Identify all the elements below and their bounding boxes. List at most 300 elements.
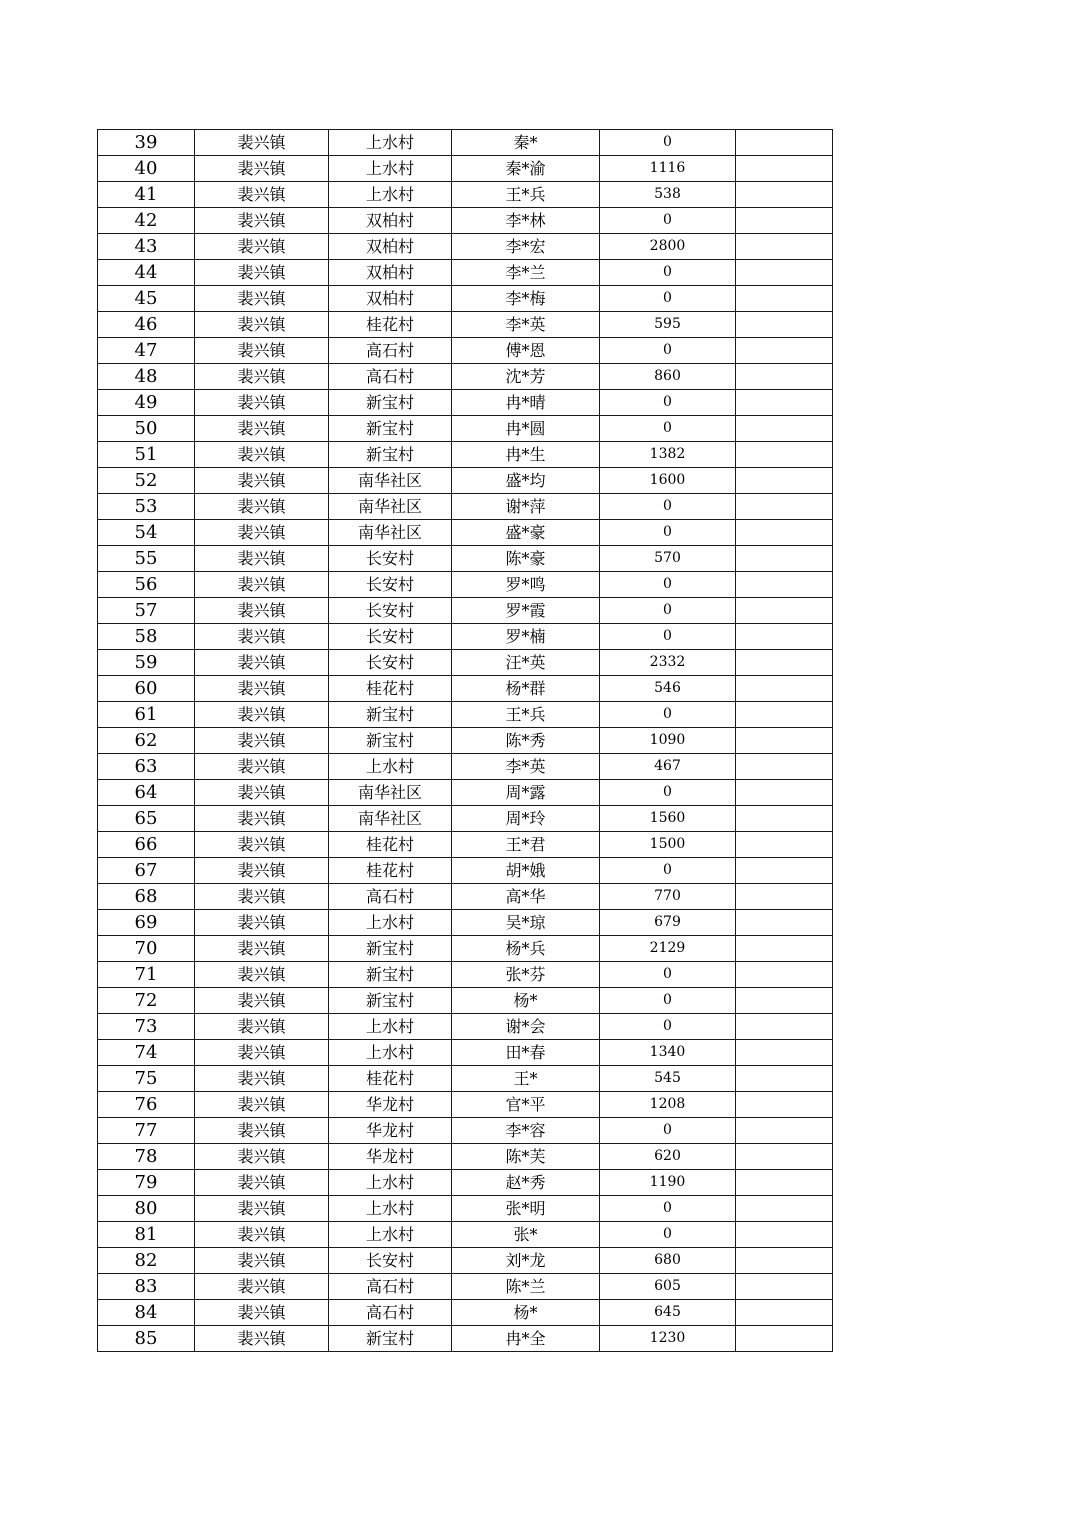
person-name-cell: 李*宏 xyxy=(452,234,600,260)
note-cell xyxy=(736,1274,833,1300)
town-cell: 裴兴镇 xyxy=(195,702,329,728)
table-row xyxy=(98,286,833,312)
note-cell xyxy=(736,650,833,676)
person-name-cell: 谢*会 xyxy=(452,1014,600,1040)
note-cell xyxy=(736,338,833,364)
amount-cell: 546 xyxy=(600,676,736,702)
note-cell xyxy=(736,988,833,1014)
amount-cell: 680 xyxy=(600,1248,736,1274)
table-row xyxy=(98,494,833,520)
row-number-cell: 67 xyxy=(98,858,195,884)
person-name-cell: 李*梅 xyxy=(452,286,600,312)
village-cell: 高石村 xyxy=(329,338,452,364)
row-number-cell: 78 xyxy=(98,1144,195,1170)
village-cell: 高石村 xyxy=(329,884,452,910)
table-row xyxy=(98,1066,833,1092)
table-row xyxy=(98,884,833,910)
row-number-cell: 77 xyxy=(98,1118,195,1144)
town-cell: 裴兴镇 xyxy=(195,884,329,910)
row-number-cell: 73 xyxy=(98,1014,195,1040)
town-cell: 裴兴镇 xyxy=(195,286,329,312)
amount-cell: 2332 xyxy=(600,650,736,676)
note-cell xyxy=(736,1222,833,1248)
row-number-cell: 60 xyxy=(98,676,195,702)
person-name-cell: 李*兰 xyxy=(452,260,600,286)
person-name-cell: 罗*楠 xyxy=(452,624,600,650)
village-cell: 新宝村 xyxy=(329,1326,452,1352)
row-number-cell: 79 xyxy=(98,1170,195,1196)
village-cell: 新宝村 xyxy=(329,416,452,442)
amount-cell: 1208 xyxy=(600,1092,736,1118)
town-cell: 裴兴镇 xyxy=(195,1014,329,1040)
table-row xyxy=(98,858,833,884)
village-cell: 上水村 xyxy=(329,182,452,208)
table-row xyxy=(98,546,833,572)
amount-cell: 2800 xyxy=(600,234,736,260)
row-number-cell: 41 xyxy=(98,182,195,208)
row-number-cell: 74 xyxy=(98,1040,195,1066)
town-cell: 裴兴镇 xyxy=(195,806,329,832)
village-cell: 上水村 xyxy=(329,130,452,156)
row-number-cell: 69 xyxy=(98,910,195,936)
row-number-cell: 80 xyxy=(98,1196,195,1222)
note-cell xyxy=(736,598,833,624)
village-cell: 上水村 xyxy=(329,1222,452,1248)
note-cell xyxy=(736,962,833,988)
amount-cell: 1116 xyxy=(600,156,736,182)
person-name-cell: 王* xyxy=(452,1066,600,1092)
row-number-cell: 62 xyxy=(98,728,195,754)
person-name-cell: 傅*恩 xyxy=(452,338,600,364)
note-cell xyxy=(736,156,833,182)
person-name-cell: 李*容 xyxy=(452,1118,600,1144)
town-cell: 裴兴镇 xyxy=(195,780,329,806)
town-cell: 裴兴镇 xyxy=(195,1248,329,1274)
town-cell: 裴兴镇 xyxy=(195,1144,329,1170)
note-cell xyxy=(736,546,833,572)
village-cell: 桂花村 xyxy=(329,858,452,884)
person-name-cell: 刘*龙 xyxy=(452,1248,600,1274)
table-row xyxy=(98,1014,833,1040)
town-cell: 裴兴镇 xyxy=(195,728,329,754)
amount-cell: 0 xyxy=(600,572,736,598)
table-row xyxy=(98,936,833,962)
village-cell: 新宝村 xyxy=(329,390,452,416)
person-name-cell: 周*玲 xyxy=(452,806,600,832)
table-row xyxy=(98,416,833,442)
table-row xyxy=(98,624,833,650)
table-row xyxy=(98,520,833,546)
amount-cell: 0 xyxy=(600,624,736,650)
amount-cell: 0 xyxy=(600,520,736,546)
table-row xyxy=(98,364,833,390)
table-row xyxy=(98,702,833,728)
note-cell xyxy=(736,416,833,442)
person-name-cell: 赵*秀 xyxy=(452,1170,600,1196)
note-cell xyxy=(736,676,833,702)
amount-cell: 0 xyxy=(600,1118,736,1144)
note-cell xyxy=(736,702,833,728)
amount-cell: 1190 xyxy=(600,1170,736,1196)
note-cell xyxy=(736,286,833,312)
village-cell: 南华社区 xyxy=(329,494,452,520)
village-cell: 桂花村 xyxy=(329,312,452,338)
table-row xyxy=(98,962,833,988)
row-number-cell: 75 xyxy=(98,1066,195,1092)
town-cell: 裴兴镇 xyxy=(195,754,329,780)
note-cell xyxy=(736,182,833,208)
town-cell: 裴兴镇 xyxy=(195,338,329,364)
town-cell: 裴兴镇 xyxy=(195,598,329,624)
village-cell: 上水村 xyxy=(329,1014,452,1040)
note-cell xyxy=(736,884,833,910)
town-cell: 裴兴镇 xyxy=(195,416,329,442)
note-cell xyxy=(736,1144,833,1170)
row-number-cell: 51 xyxy=(98,442,195,468)
person-name-cell: 张*明 xyxy=(452,1196,600,1222)
person-name-cell: 李*林 xyxy=(452,208,600,234)
amount-cell: 467 xyxy=(600,754,736,780)
village-cell: 高石村 xyxy=(329,364,452,390)
row-number-cell: 71 xyxy=(98,962,195,988)
note-cell xyxy=(736,1014,833,1040)
table-row xyxy=(98,1196,833,1222)
note-cell xyxy=(736,780,833,806)
town-cell: 裴兴镇 xyxy=(195,988,329,1014)
row-number-cell: 84 xyxy=(98,1300,195,1326)
town-cell: 裴兴镇 xyxy=(195,390,329,416)
village-cell: 双柏村 xyxy=(329,234,452,260)
note-cell xyxy=(736,364,833,390)
town-cell: 裴兴镇 xyxy=(195,676,329,702)
village-cell: 高石村 xyxy=(329,1300,452,1326)
amount-cell: 595 xyxy=(600,312,736,338)
row-number-cell: 50 xyxy=(98,416,195,442)
amount-cell: 0 xyxy=(600,260,736,286)
amount-cell: 538 xyxy=(600,182,736,208)
person-name-cell: 陈*豪 xyxy=(452,546,600,572)
note-cell xyxy=(736,1066,833,1092)
town-cell: 裴兴镇 xyxy=(195,312,329,338)
village-cell: 长安村 xyxy=(329,546,452,572)
village-cell: 华龙村 xyxy=(329,1118,452,1144)
person-name-cell: 胡*娥 xyxy=(452,858,600,884)
village-cell: 上水村 xyxy=(329,754,452,780)
row-number-cell: 66 xyxy=(98,832,195,858)
amount-cell: 0 xyxy=(600,208,736,234)
village-cell: 上水村 xyxy=(329,1196,452,1222)
village-cell: 长安村 xyxy=(329,572,452,598)
person-name-cell: 李*英 xyxy=(452,754,600,780)
person-name-cell: 杨*群 xyxy=(452,676,600,702)
note-cell xyxy=(736,468,833,494)
table-row xyxy=(98,1222,833,1248)
village-cell: 高石村 xyxy=(329,1274,452,1300)
table-row xyxy=(98,260,833,286)
town-cell: 裴兴镇 xyxy=(195,1092,329,1118)
table-row xyxy=(98,806,833,832)
note-cell xyxy=(736,1326,833,1352)
amount-cell: 0 xyxy=(600,780,736,806)
row-number-cell: 82 xyxy=(98,1248,195,1274)
town-cell: 裴兴镇 xyxy=(195,520,329,546)
table-row xyxy=(98,130,833,156)
amount-cell: 0 xyxy=(600,130,736,156)
village-cell: 长安村 xyxy=(329,598,452,624)
table-row xyxy=(98,1144,833,1170)
village-cell: 长安村 xyxy=(329,1248,452,1274)
note-cell xyxy=(736,1092,833,1118)
town-cell: 裴兴镇 xyxy=(195,1118,329,1144)
person-name-cell: 陈*芙 xyxy=(452,1144,600,1170)
row-number-cell: 65 xyxy=(98,806,195,832)
town-cell: 裴兴镇 xyxy=(195,624,329,650)
person-name-cell: 冉*晴 xyxy=(452,390,600,416)
person-name-cell: 张* xyxy=(452,1222,600,1248)
amount-cell: 645 xyxy=(600,1300,736,1326)
village-cell: 新宝村 xyxy=(329,936,452,962)
village-cell: 南华社区 xyxy=(329,780,452,806)
town-cell: 裴兴镇 xyxy=(195,546,329,572)
note-cell xyxy=(736,208,833,234)
note-cell xyxy=(736,1248,833,1274)
table-row xyxy=(98,1040,833,1066)
row-number-cell: 55 xyxy=(98,546,195,572)
person-name-cell: 官*平 xyxy=(452,1092,600,1118)
row-number-cell: 72 xyxy=(98,988,195,1014)
amount-cell: 0 xyxy=(600,390,736,416)
town-cell: 裴兴镇 xyxy=(195,182,329,208)
row-number-cell: 49 xyxy=(98,390,195,416)
note-cell xyxy=(736,494,833,520)
note-cell xyxy=(736,728,833,754)
row-number-cell: 54 xyxy=(98,520,195,546)
amount-cell: 770 xyxy=(600,884,736,910)
amount-cell: 0 xyxy=(600,286,736,312)
amount-cell: 2129 xyxy=(600,936,736,962)
amount-cell: 0 xyxy=(600,1222,736,1248)
row-number-cell: 52 xyxy=(98,468,195,494)
town-cell: 裴兴镇 xyxy=(195,260,329,286)
amount-cell: 0 xyxy=(600,962,736,988)
person-name-cell: 罗*鸣 xyxy=(452,572,600,598)
note-cell xyxy=(736,910,833,936)
table-row xyxy=(98,1092,833,1118)
amount-cell: 1600 xyxy=(600,468,736,494)
table-row xyxy=(98,754,833,780)
amount-cell: 0 xyxy=(600,494,736,520)
person-name-cell: 田*春 xyxy=(452,1040,600,1066)
town-cell: 裴兴镇 xyxy=(195,1274,329,1300)
amount-cell: 0 xyxy=(600,598,736,624)
person-name-cell: 谢*萍 xyxy=(452,494,600,520)
amount-cell: 0 xyxy=(600,338,736,364)
table-row xyxy=(98,1300,833,1326)
town-cell: 裴兴镇 xyxy=(195,156,329,182)
person-name-cell: 杨* xyxy=(452,988,600,1014)
row-number-cell: 81 xyxy=(98,1222,195,1248)
village-cell: 双柏村 xyxy=(329,286,452,312)
table-row xyxy=(98,910,833,936)
amount-cell: 0 xyxy=(600,1014,736,1040)
note-cell xyxy=(736,1196,833,1222)
table-row xyxy=(98,832,833,858)
table-row xyxy=(98,728,833,754)
village-cell: 长安村 xyxy=(329,650,452,676)
note-cell xyxy=(736,624,833,650)
person-name-cell: 王*兵 xyxy=(452,702,600,728)
person-name-cell: 高*华 xyxy=(452,884,600,910)
table-row xyxy=(98,182,833,208)
amount-cell: 1340 xyxy=(600,1040,736,1066)
village-cell: 上水村 xyxy=(329,910,452,936)
person-name-cell: 盛*均 xyxy=(452,468,600,494)
village-cell: 桂花村 xyxy=(329,832,452,858)
amount-cell: 860 xyxy=(600,364,736,390)
amount-cell: 1382 xyxy=(600,442,736,468)
table-row xyxy=(98,234,833,260)
person-name-cell: 秦* xyxy=(452,130,600,156)
table-row xyxy=(98,468,833,494)
person-name-cell: 周*露 xyxy=(452,780,600,806)
note-cell xyxy=(736,130,833,156)
town-cell: 裴兴镇 xyxy=(195,936,329,962)
town-cell: 裴兴镇 xyxy=(195,234,329,260)
table-body xyxy=(98,130,833,1352)
row-number-cell: 39 xyxy=(98,130,195,156)
amount-cell: 0 xyxy=(600,988,736,1014)
row-number-cell: 85 xyxy=(98,1326,195,1352)
person-name-cell: 盛*豪 xyxy=(452,520,600,546)
village-cell: 南华社区 xyxy=(329,468,452,494)
amount-cell: 545 xyxy=(600,1066,736,1092)
row-number-cell: 45 xyxy=(98,286,195,312)
table-row xyxy=(98,988,833,1014)
note-cell xyxy=(736,1118,833,1144)
person-name-cell: 冉*生 xyxy=(452,442,600,468)
village-cell: 长安村 xyxy=(329,624,452,650)
table-row xyxy=(98,1248,833,1274)
person-name-cell: 陈*兰 xyxy=(452,1274,600,1300)
village-cell: 新宝村 xyxy=(329,962,452,988)
row-number-cell: 43 xyxy=(98,234,195,260)
table-row xyxy=(98,338,833,364)
row-number-cell: 57 xyxy=(98,598,195,624)
person-name-cell: 杨*兵 xyxy=(452,936,600,962)
amount-cell: 620 xyxy=(600,1144,736,1170)
row-number-cell: 40 xyxy=(98,156,195,182)
row-number-cell: 44 xyxy=(98,260,195,286)
person-name-cell: 杨* xyxy=(452,1300,600,1326)
amount-cell: 0 xyxy=(600,702,736,728)
row-number-cell: 58 xyxy=(98,624,195,650)
row-number-cell: 47 xyxy=(98,338,195,364)
town-cell: 裴兴镇 xyxy=(195,1222,329,1248)
amount-cell: 1560 xyxy=(600,806,736,832)
row-number-cell: 63 xyxy=(98,754,195,780)
note-cell xyxy=(736,936,833,962)
row-number-cell: 56 xyxy=(98,572,195,598)
row-number-cell: 76 xyxy=(98,1092,195,1118)
table-row xyxy=(98,650,833,676)
table-row xyxy=(98,598,833,624)
amount-cell: 0 xyxy=(600,416,736,442)
table-row xyxy=(98,442,833,468)
note-cell xyxy=(736,520,833,546)
note-cell xyxy=(736,832,833,858)
note-cell xyxy=(736,806,833,832)
town-cell: 裴兴镇 xyxy=(195,1066,329,1092)
row-number-cell: 46 xyxy=(98,312,195,338)
town-cell: 裴兴镇 xyxy=(195,468,329,494)
person-name-cell: 张*芬 xyxy=(452,962,600,988)
person-name-cell: 汪*英 xyxy=(452,650,600,676)
table-row xyxy=(98,1274,833,1300)
town-cell: 裴兴镇 xyxy=(195,650,329,676)
row-number-cell: 68 xyxy=(98,884,195,910)
table-row xyxy=(98,208,833,234)
row-number-cell: 83 xyxy=(98,1274,195,1300)
town-cell: 裴兴镇 xyxy=(195,1040,329,1066)
person-name-cell: 罗*霞 xyxy=(452,598,600,624)
note-cell xyxy=(736,260,833,286)
amount-cell: 1230 xyxy=(600,1326,736,1352)
amount-cell: 1500 xyxy=(600,832,736,858)
town-cell: 裴兴镇 xyxy=(195,832,329,858)
row-number-cell: 53 xyxy=(98,494,195,520)
table-row xyxy=(98,676,833,702)
note-cell xyxy=(736,1300,833,1326)
person-name-cell: 吴*琼 xyxy=(452,910,600,936)
village-cell: 双柏村 xyxy=(329,208,452,234)
village-cell: 新宝村 xyxy=(329,988,452,1014)
row-number-cell: 61 xyxy=(98,702,195,728)
town-cell: 裴兴镇 xyxy=(195,442,329,468)
table-row xyxy=(98,1170,833,1196)
town-cell: 裴兴镇 xyxy=(195,130,329,156)
amount-cell: 605 xyxy=(600,1274,736,1300)
person-name-cell: 沈*芳 xyxy=(452,364,600,390)
table-row xyxy=(98,572,833,598)
table-row xyxy=(98,1118,833,1144)
person-name-cell: 陈*秀 xyxy=(452,728,600,754)
amount-cell: 1090 xyxy=(600,728,736,754)
person-name-cell: 王*君 xyxy=(452,832,600,858)
village-cell: 南华社区 xyxy=(329,806,452,832)
row-number-cell: 70 xyxy=(98,936,195,962)
town-cell: 裴兴镇 xyxy=(195,1170,329,1196)
person-name-cell: 王*兵 xyxy=(452,182,600,208)
table-row xyxy=(98,390,833,416)
table-row xyxy=(98,1326,833,1352)
village-cell: 新宝村 xyxy=(329,702,452,728)
town-cell: 裴兴镇 xyxy=(195,910,329,936)
town-cell: 裴兴镇 xyxy=(195,858,329,884)
amount-cell: 0 xyxy=(600,858,736,884)
note-cell xyxy=(736,858,833,884)
note-cell xyxy=(736,572,833,598)
note-cell xyxy=(736,312,833,338)
amount-cell: 679 xyxy=(600,910,736,936)
person-name-cell: 李*英 xyxy=(452,312,600,338)
note-cell xyxy=(736,442,833,468)
town-cell: 裴兴镇 xyxy=(195,364,329,390)
village-cell: 南华社区 xyxy=(329,520,452,546)
village-cell: 上水村 xyxy=(329,1170,452,1196)
town-cell: 裴兴镇 xyxy=(195,208,329,234)
amount-cell: 570 xyxy=(600,546,736,572)
village-cell: 新宝村 xyxy=(329,728,452,754)
